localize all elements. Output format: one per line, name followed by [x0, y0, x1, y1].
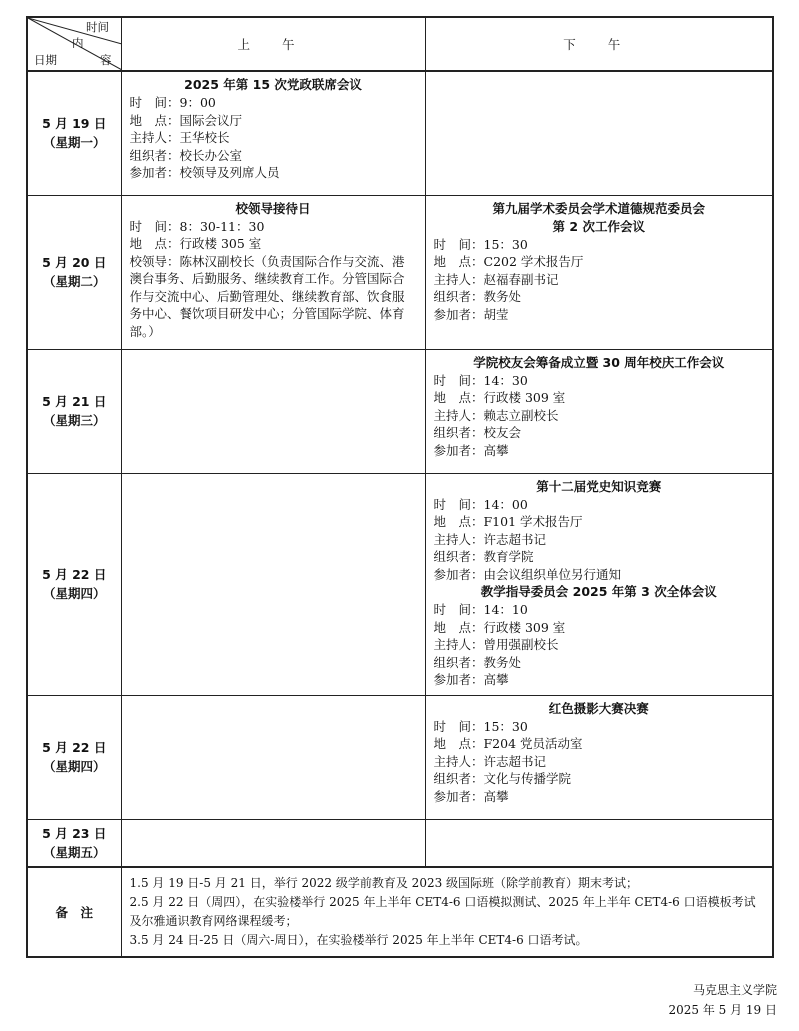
schedule-table: [26, 16, 774, 958]
am-cell: [121, 695, 425, 819]
schedule-row: [27, 695, 773, 819]
header-pm: 下 午: [425, 17, 773, 71]
meeting-block: [434, 200, 765, 324]
meeting-detail: 组织者：文化与传播学院: [433, 771, 572, 786]
weekday-label: （星期五）: [42, 844, 106, 860]
meeting-block: [434, 700, 765, 806]
meeting-title: 2025 年第 15 次党政联席会议: [184, 77, 362, 92]
note-line-1: 1.5 月 19 日-5 月 21 日，举行 2022 级学前教育及 2023 级国际班（除学前教育）期末考试；: [129, 876, 639, 890]
weekday-label: （星期三）: [42, 413, 106, 428]
meeting-title: 校领导接待日: [235, 200, 311, 216]
date-label: 5 月 22 日: [42, 740, 107, 755]
date-label: 5 月 19 日: [42, 116, 107, 132]
pm-cell: [425, 349, 773, 473]
meeting-detail: 时 间：15：30: [433, 718, 528, 734]
date-cell: [27, 349, 121, 473]
weekday-label: （星期四）: [42, 759, 106, 774]
meeting-title: 教学指导委员会 2025 年第 3 次全体会议: [480, 584, 717, 599]
pm-cell: [425, 695, 773, 819]
meeting-detail: 时 间：15：30: [433, 236, 528, 252]
meeting-detail: 地 点：F101 学术报告厅: [433, 514, 583, 529]
date-label: 5 月 21 日: [42, 394, 107, 409]
date-label: 5 月 23 日: [42, 825, 107, 841]
weekday-label: （星期一）: [42, 135, 106, 151]
meeting-detail: 参加者：高攀: [433, 788, 509, 804]
date-cell: [27, 195, 121, 349]
header-am: 上 午: [121, 17, 425, 71]
meeting-detail: 组织者：校友会: [433, 425, 522, 440]
date-cell: [27, 695, 121, 819]
diagonal-header-cell: [27, 17, 121, 71]
meeting-detail: 主持人：曾用强副校长: [433, 637, 559, 652]
meeting-block: [130, 200, 417, 341]
meeting-title: 第九届学术委员会学术道德规范委员会: [492, 200, 705, 216]
notes-label: 备 注: [27, 867, 121, 957]
am-cell: [121, 473, 425, 695]
meeting-detail: 参加者：高攀: [433, 672, 509, 687]
meeting-detail: 地 点：C202 学术报告厅: [433, 254, 584, 269]
header-time-label: 时间: [86, 20, 109, 34]
meeting-detail: 参加者：胡莹: [433, 306, 509, 322]
am-cell: [121, 819, 425, 867]
date-cell: [27, 71, 121, 195]
meeting-detail: 参加者：校领导及列席人员: [129, 165, 280, 180]
note-line-3: 3.5 月 24 日-25 日（周六-周日），在实验楼举行 2025 年上半年 CET4-6 口语考试。: [129, 933, 588, 947]
meeting-block: [434, 583, 765, 689]
meeting-detail: 主持人：赖志立副校长: [433, 407, 559, 423]
meeting-detail: 组织者：教育学院: [433, 549, 534, 564]
notes-content: [121, 867, 773, 957]
schedule-row: [27, 819, 773, 867]
schedule-row: [27, 473, 773, 695]
meeting-block: [434, 478, 765, 584]
pm-cell: [425, 71, 773, 195]
meeting-detail: 参加者：由会议组织单位另行通知: [433, 566, 622, 582]
meeting-detail: 时 间：14：30: [433, 372, 528, 388]
meeting-title: 第十二届党史知识竞赛: [536, 478, 662, 494]
meeting-title: 第 2 次工作会议: [552, 218, 645, 234]
meeting-title: 学院校友会筹备成立暨 30 周年校庆工作会议: [473, 354, 725, 370]
meeting-block: [130, 76, 417, 182]
header-date-label: 日期: [34, 53, 57, 67]
schedule-row: [27, 71, 773, 195]
meeting-detail: 参加者：高攀: [433, 442, 509, 458]
meeting-detail: 组织者：教务处: [433, 654, 522, 670]
note-line-2: 2.5 月 22 日（周四），在实验楼举行 2025 年上半年 CET4-6 口语模拟测试、2025 年上半年 CET4-6 口语模板考试及尔雅通识教育网络课程缓考；: [129, 895, 756, 928]
meeting-detail: 地 点：行政楼 305 室: [129, 236, 262, 251]
pm-cell: [425, 473, 773, 695]
meeting-detail: 时 间：14：10: [433, 602, 528, 617]
meeting-detail: 地 点：F204 党员活动室: [433, 736, 583, 751]
date-cell: [27, 819, 121, 867]
header-content-label-1: 内: [72, 36, 84, 50]
date-label: 5 月 20 日: [42, 255, 107, 270]
meeting-detail: 组织者：教务处: [433, 289, 522, 304]
pm-cell: [425, 195, 773, 349]
meeting-detail: 主持人：赵福春副书记: [433, 271, 559, 287]
meeting-detail: 主持人：许志超书记: [433, 531, 547, 547]
meeting-detail: 地 点：行政楼 309 室: [433, 619, 566, 635]
footer-date: 2025 年 5 月 19 日: [668, 1003, 777, 1017]
meeting-detail: 时 间：9：00: [129, 95, 216, 110]
date-cell: [27, 473, 121, 695]
meeting-detail: 时 间：14：00: [433, 496, 528, 512]
header-row: [27, 17, 773, 71]
meeting-detail: 时 间：8：30-11：30: [129, 218, 265, 234]
am-cell: [121, 349, 425, 473]
am-cell: [121, 195, 425, 349]
schedule-row: [27, 349, 773, 473]
meeting-detail: 主持人：许志超书记: [433, 753, 547, 769]
meeting-detail: 组织者：校长办公室: [129, 147, 243, 163]
weekday-label: （星期二）: [42, 274, 106, 289]
meeting-detail: 地 点：国际会议厅: [129, 112, 243, 128]
meeting-detail: 地 点：行政楼 309 室: [433, 390, 566, 405]
am-cell: [121, 71, 425, 195]
meeting-detail: 主持人：王华校长: [129, 130, 230, 145]
date-label: 5 月 22 日: [42, 567, 107, 582]
notes-row: [27, 867, 773, 957]
meeting-title: 红色摄影大赛决赛: [548, 700, 649, 716]
meeting-detail: 校领导：陈林汉副校长（负责国际合作与交流、港澳台事务、后勤服务、继续教育工作。分管国际合作与交流中心、后勤管理处、继续教育部、饮食服务中心、餐饮项目研发中心；分管国际学院、体育部。）: [129, 253, 405, 339]
schedule-row: [27, 195, 773, 349]
meeting-block: [434, 354, 765, 460]
footer-org: 马克思主义学院: [692, 983, 777, 997]
weekday-label: （星期四）: [42, 586, 106, 601]
header-content-label-2: 容: [100, 53, 112, 67]
pm-cell: [425, 819, 773, 867]
